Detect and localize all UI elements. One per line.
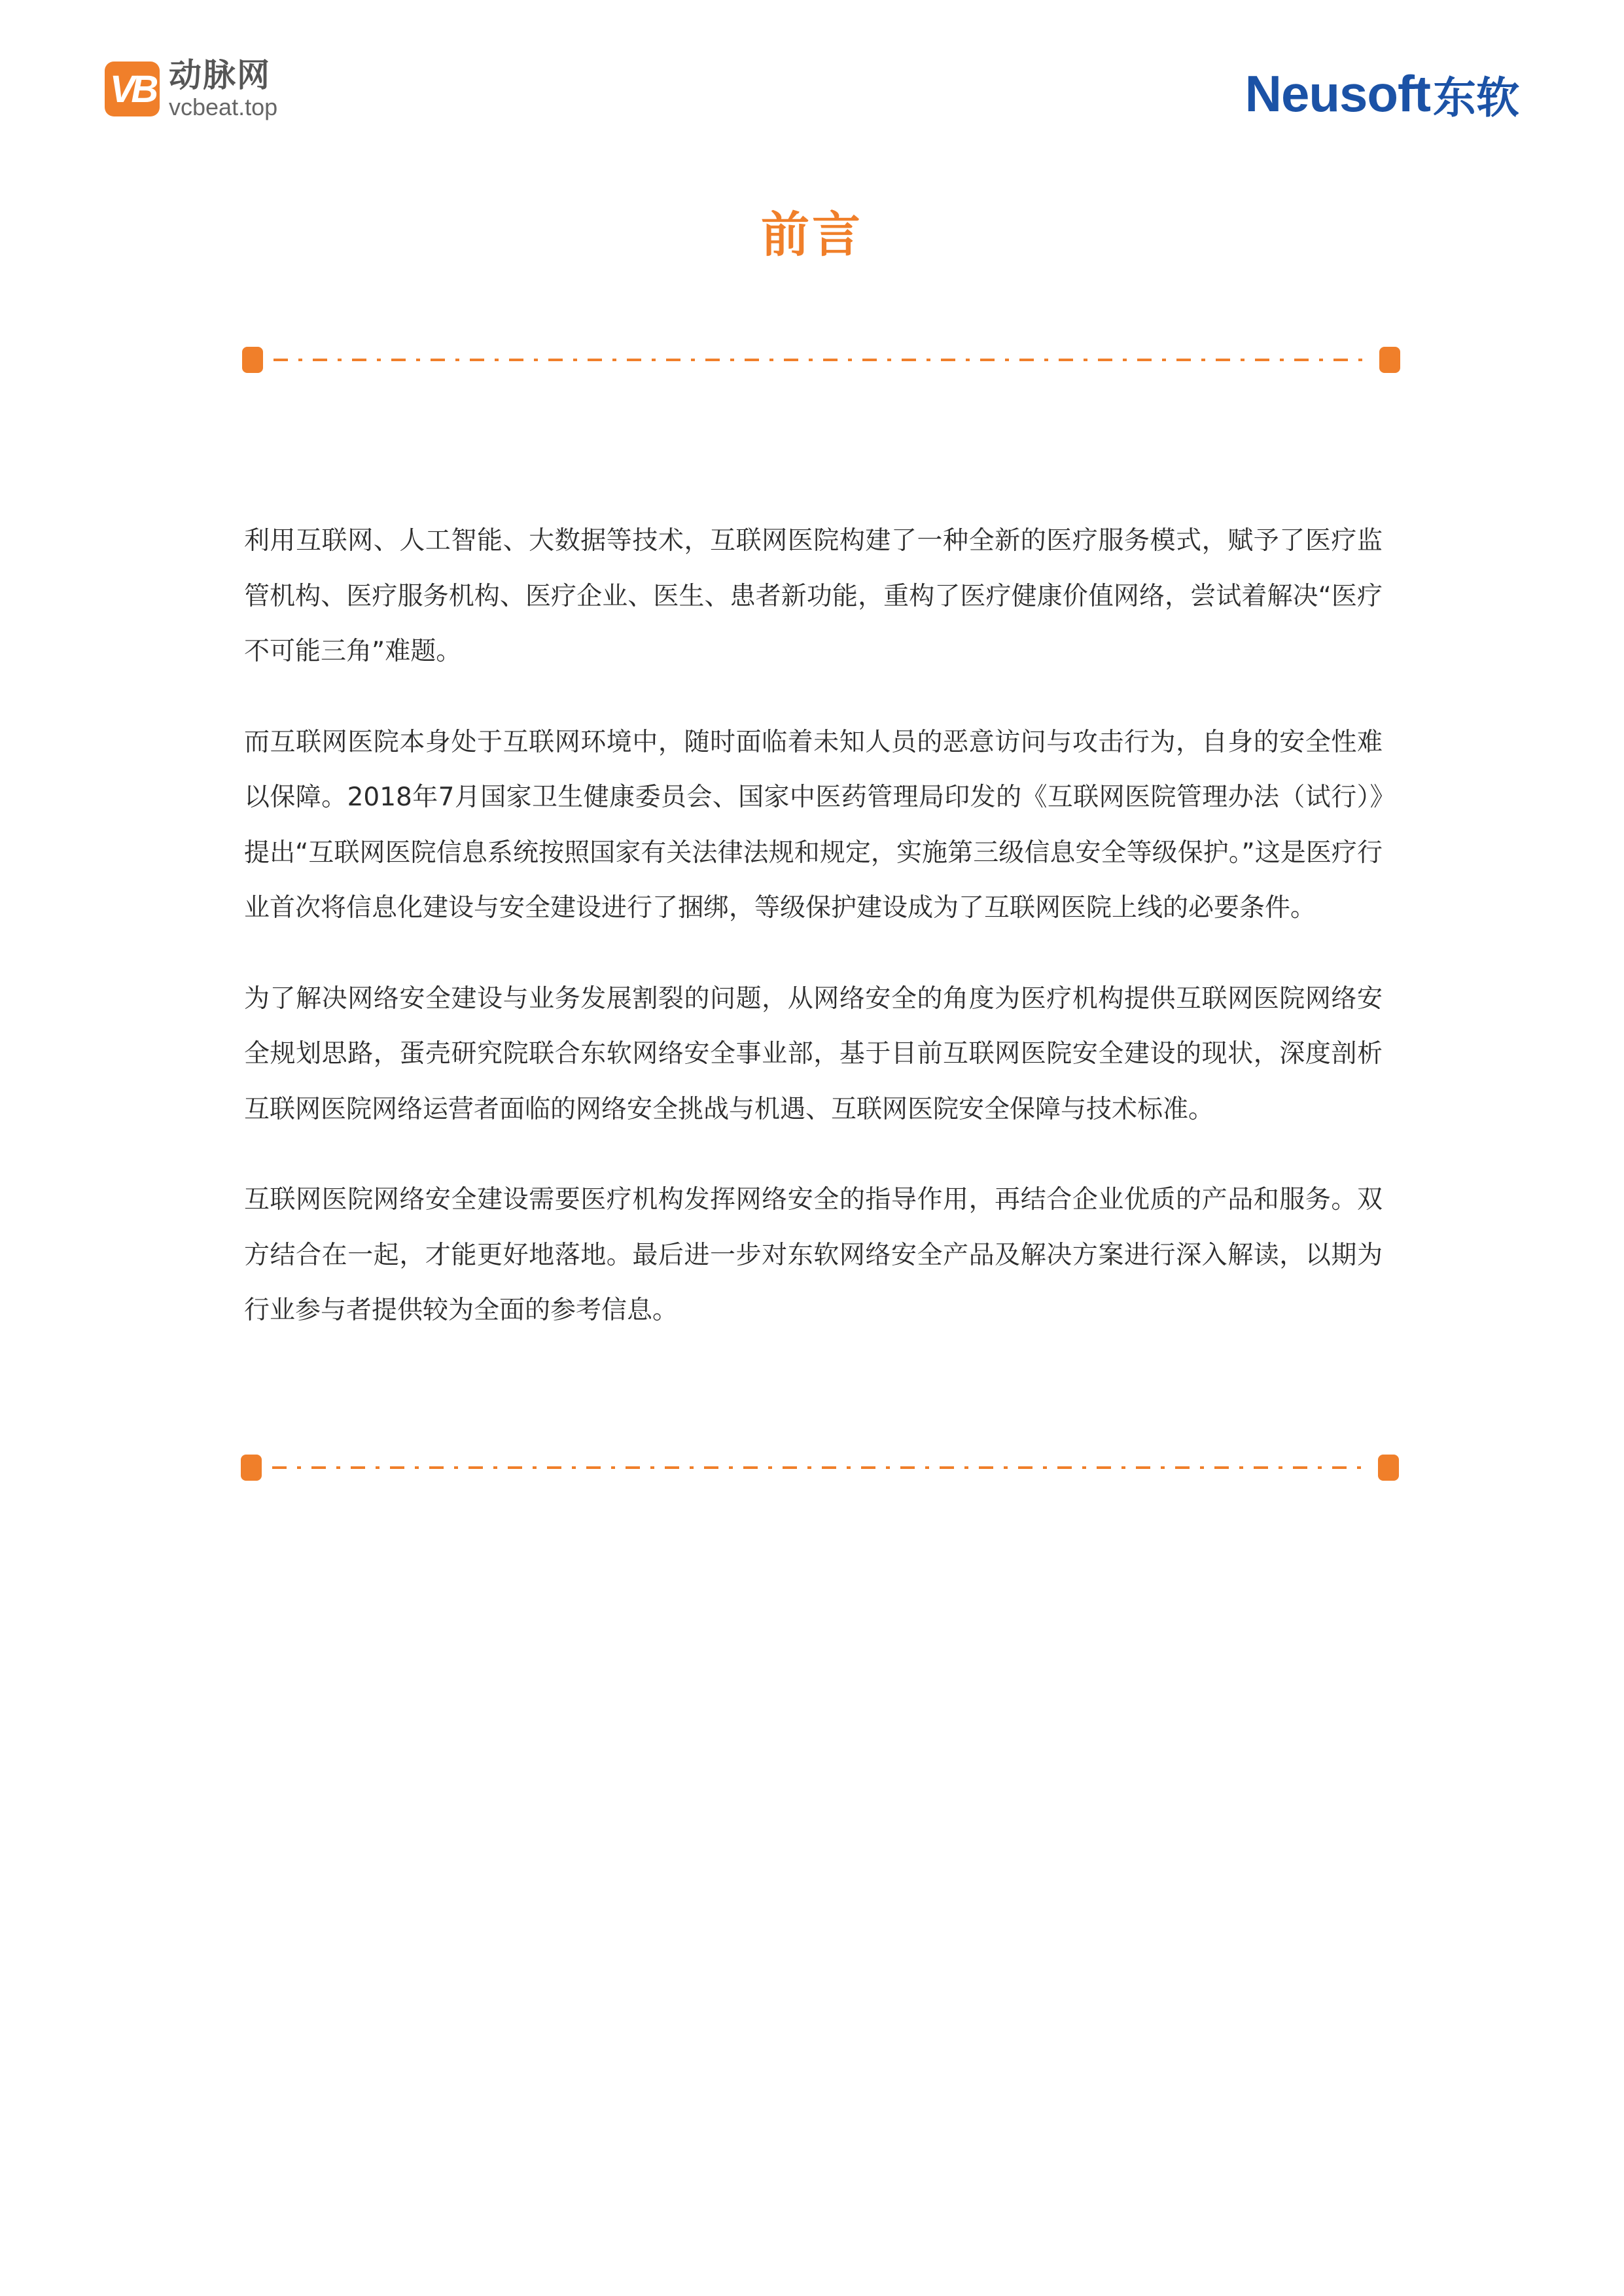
page-title: 前言 [761, 207, 863, 263]
divider-right-cap [1378, 1455, 1399, 1481]
neusoft-name-cn: 东软 [1433, 73, 1519, 123]
divider-dashed-line [274, 359, 1369, 361]
preface-body [244, 514, 1383, 1374]
vcbeat-name: 动脉网 [169, 56, 271, 94]
bottom-divider [241, 1455, 1399, 1481]
vb-logo-icon: VB [105, 62, 160, 116]
divider-dashed-line [272, 1466, 1368, 1469]
neusoft-logo [1245, 63, 1519, 125]
paragraph: 利用互联网、人工智能、大数据等技术，互联网医院构建了一种全新的医疗服务模式，赋予了医疗监管机构、医疗服务机构、医疗企业、医生、患者新功能，重构了医疗健康价值网络，尝试着解决“医疗不可能三角”难题。 [244, 526, 1383, 666]
paragraph: 而互联网医院本身处于互联网环境中，随时面临着未知人员的恶意访问与攻击行为，自身的安全性难以保障。2018年7月国家卫生健康委员会、国家中医药管理局印发的《互联网医院管理办法（试行）》提出“互联网医院信息系统按照国家有关法律法规和规定，实施第三级信息安全等级保护。”这是医疗行业首次将信息化建设与安全建设进行了捆绑，等级保护建设成为了互联网医院上线的必要条件。 [244, 727, 1383, 923]
top-divider [242, 347, 1400, 373]
divider-left-cap [242, 347, 263, 373]
paragraph: 互联网医院网络安全建设需要医疗机构发挥网络安全的指导作用，再结合企业优质的产品和服务。双方结合在一起，才能更好地落地。最后进一步对东软网络安全产品及解决方案进行深入解读，以期为行业参与者提供较为全面的参考信息。 [244, 1185, 1383, 1325]
neusoft-name-en: Neusoft [1244, 65, 1430, 122]
paragraph: 为了解决网络安全建设与业务发展割裂的问题，从网络安全的角度为医疗机构提供互联网医院网络安全规划思路，蛋壳研究院联合东软网络安全事业部，基于目前互联网医院安全建设的现状，深度剖析互联网医院网络运营者面临的网络安全挑战与机遇、互联网医院安全保障与技术标准。 [244, 983, 1383, 1124]
divider-left-cap [241, 1455, 262, 1481]
vcbeat-logo [105, 58, 277, 120]
divider-right-cap [1379, 347, 1400, 373]
vcbeat-domain: vcbeat.top [169, 94, 278, 120]
vcbeat-logo-text [169, 56, 278, 120]
